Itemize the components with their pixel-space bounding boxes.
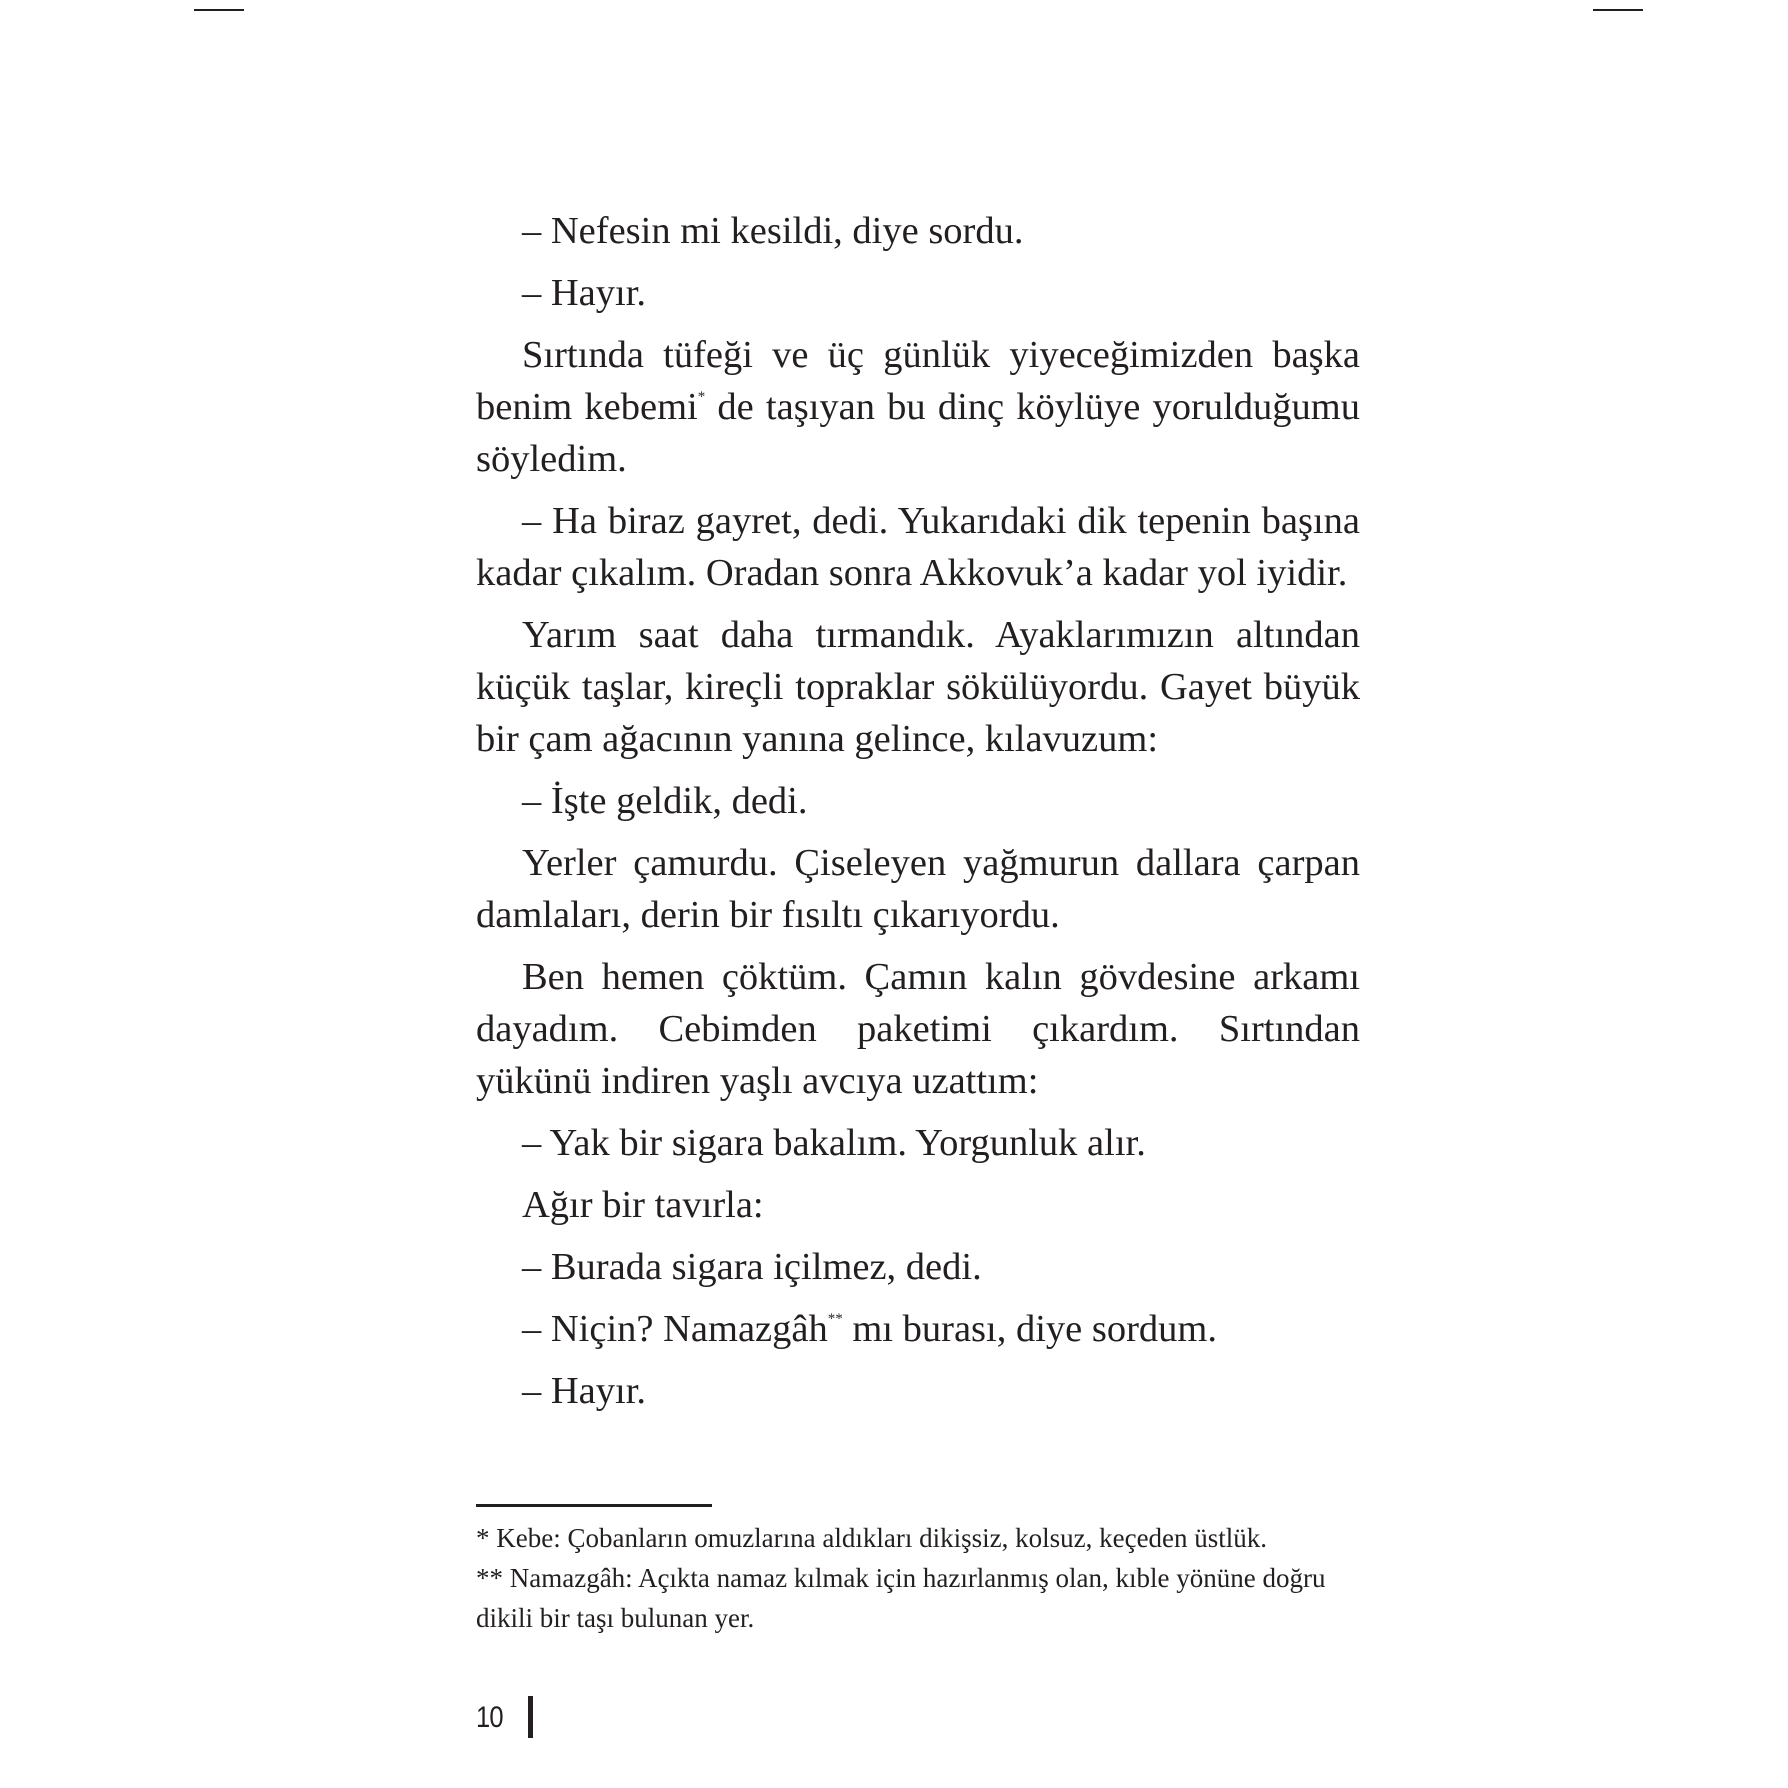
body-text bbox=[476, 205, 1360, 1427]
paragraph: Ben hemen çöktüm. Çamın kalın gövdesine arkamı dayadım. Cebimden paketimi çıkardım. Sırtından yükünü indiren yaşlı avcıya uzattım: bbox=[476, 956, 1360, 1102]
paragraph: – Hayır. bbox=[522, 272, 647, 314]
paragraph bbox=[476, 329, 1360, 485]
paragraph: Yerler çamurdu. Çiseleyen yağmurun dallara çarpan damlaları, derin bir fısıltı çıkarıyordu. bbox=[476, 842, 1360, 936]
paragraph: – Yak bir sigara bakalım. Yorgunluk alır. bbox=[522, 1122, 1146, 1164]
paragraph: Yarım saat daha tırmandık. Ayaklarımızın altından küçük taşlar, kireçli topraklar sökülüyordu. Gayet büyük bir çam ağacının yanına gelince, kılavuzum: bbox=[476, 614, 1360, 760]
paragraph: – Ha biraz gayret, dedi. Yukarıdaki dik tepenin başına kadar çıkalım. Oradan sonra Akkovuk’a kadar yol iyidir. bbox=[476, 500, 1360, 594]
footnote-divider bbox=[476, 1504, 712, 1507]
footnote: * Kebe: Çobanların omuzlarına aldıkları dikişsiz, kolsuz, keçeden üstlük. bbox=[476, 1523, 1268, 1553]
crop-mark-left bbox=[194, 9, 244, 11]
footnote-mark: * bbox=[697, 389, 706, 405]
paragraph-text: mı burası, diye sordum. bbox=[842, 1308, 1218, 1350]
paragraph bbox=[476, 1303, 1360, 1355]
paragraph: – Burada sigara içilmez, dedi. bbox=[522, 1246, 982, 1288]
footnotes bbox=[476, 1518, 1376, 1638]
paragraph: – Nefesin mi kesildi, diye sordu. bbox=[522, 210, 1024, 252]
page-number-bar bbox=[528, 1696, 533, 1738]
paragraph-text: – Niçin? Namazgâh bbox=[522, 1308, 828, 1350]
paragraph-text: de taşıyan bu dinç köylüye yorulduğumu söyledim. bbox=[476, 386, 1360, 480]
paragraph: – Hayır. bbox=[522, 1370, 647, 1412]
paragraph: Ağır bir tavırla: bbox=[522, 1184, 764, 1226]
footnote-mark: ** bbox=[827, 1311, 843, 1327]
crop-mark-right bbox=[1593, 9, 1643, 11]
page-footer bbox=[476, 1696, 532, 1740]
footnote: ** Namazgâh: Açıkta namaz kılmak için hazırlanmış olan, kıble yönüne doğru dikili bir taşı bulunan yer. bbox=[476, 1563, 1326, 1633]
page-number: 10 bbox=[476, 1701, 503, 1734]
paragraph-text: Sırtında tüfeği ve üç günlük yiyeceğimizden başka benim kebemi bbox=[476, 334, 1360, 428]
paragraph: – İşte geldik, dedi. bbox=[522, 780, 808, 822]
